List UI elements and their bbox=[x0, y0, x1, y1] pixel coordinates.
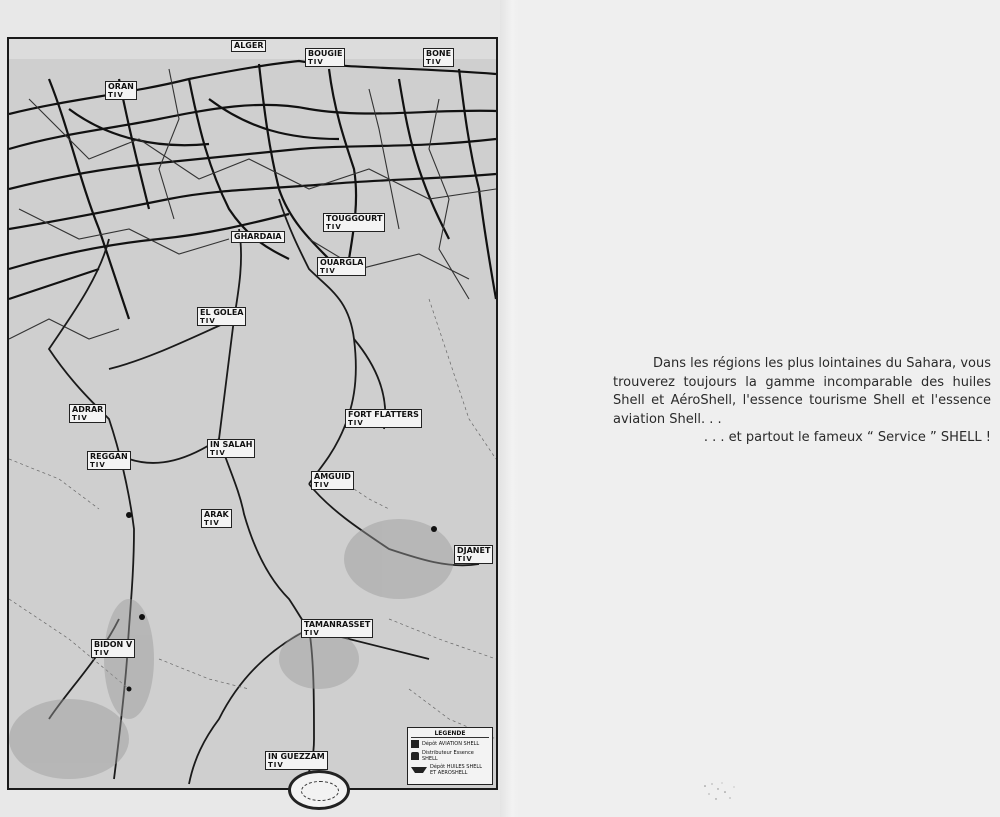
algeria-sahara-road-map bbox=[7, 37, 498, 790]
legend-item-label: Distributeur Essence SHELL bbox=[422, 750, 474, 762]
map-label-bougie: BOUGIE TIV bbox=[305, 48, 345, 67]
map-label-ouargla: OUARGLA TIV bbox=[317, 257, 366, 276]
legend-title: LEGENDE bbox=[411, 730, 489, 738]
map-label-bidon-v: BIDON V TIV bbox=[91, 639, 135, 658]
map-label-adrar: ADRAR TIV bbox=[69, 404, 106, 423]
map-label-touggourt: TOUGGOURT TIV bbox=[323, 213, 385, 232]
map-label-arak: ARAK TIV bbox=[201, 509, 232, 528]
map-label-bone: BONE TIV bbox=[423, 48, 454, 67]
legend-item bbox=[411, 764, 489, 776]
legend-item-label: Dépôt HUILES SHELL ET AEROSHELL bbox=[430, 764, 482, 776]
map-legend bbox=[407, 727, 493, 785]
waypoint-dot bbox=[139, 614, 145, 620]
map-label-reggan: REGGAN TIV bbox=[87, 451, 131, 470]
legend-item bbox=[411, 750, 489, 762]
map-label-djanet: DJANET TIV bbox=[454, 545, 493, 564]
advert-paragraph: Dans les régions les plus lointaines du Sahara, vous trouverez toujours la gamme incomparable des huiles Shell et AéroShell, l'essence tourisme Shell et l'essence aviation Shell. . . bbox=[613, 356, 991, 427]
map-label-amguid: AMGUID TIV bbox=[311, 471, 354, 490]
advert-text bbox=[613, 355, 991, 448]
advert-closing-line: . . . et partout le fameux “ Service ” SHELL ! bbox=[703, 430, 991, 445]
library-stamp bbox=[288, 770, 350, 810]
fuel-pump-icon bbox=[411, 752, 419, 760]
map-label-alger: ALGER bbox=[231, 40, 266, 52]
map-label-ghardaia: GHARDAIA bbox=[231, 231, 285, 243]
legend-item bbox=[411, 740, 489, 748]
tracks-and-borders bbox=[9, 299, 496, 739]
waypoint-dot bbox=[126, 512, 132, 518]
northern-road-network bbox=[9, 61, 496, 319]
map-label-in-salah: IN SALAH TIV bbox=[207, 439, 255, 458]
map-label-fort-flatters: FORT FLATTERS TIV bbox=[345, 409, 422, 428]
map-label-tamanrasset: TAMANRASSET TIV bbox=[301, 619, 373, 638]
map-label-oran: ORAN TIV bbox=[105, 81, 137, 100]
oil-depot-icon bbox=[411, 767, 427, 773]
map-label-el-golea: EL GOLEA TIV bbox=[197, 307, 246, 326]
waypoint-dot bbox=[127, 687, 132, 692]
legend-item-label: Dépôt AVIATION SHELL bbox=[422, 741, 480, 747]
paper-speckle bbox=[700, 780, 740, 804]
aviation-depot-icon bbox=[411, 740, 419, 748]
map-label-in-guezzam: IN GUEZZAM TIV bbox=[265, 751, 328, 770]
waypoint-dot bbox=[431, 526, 437, 532]
